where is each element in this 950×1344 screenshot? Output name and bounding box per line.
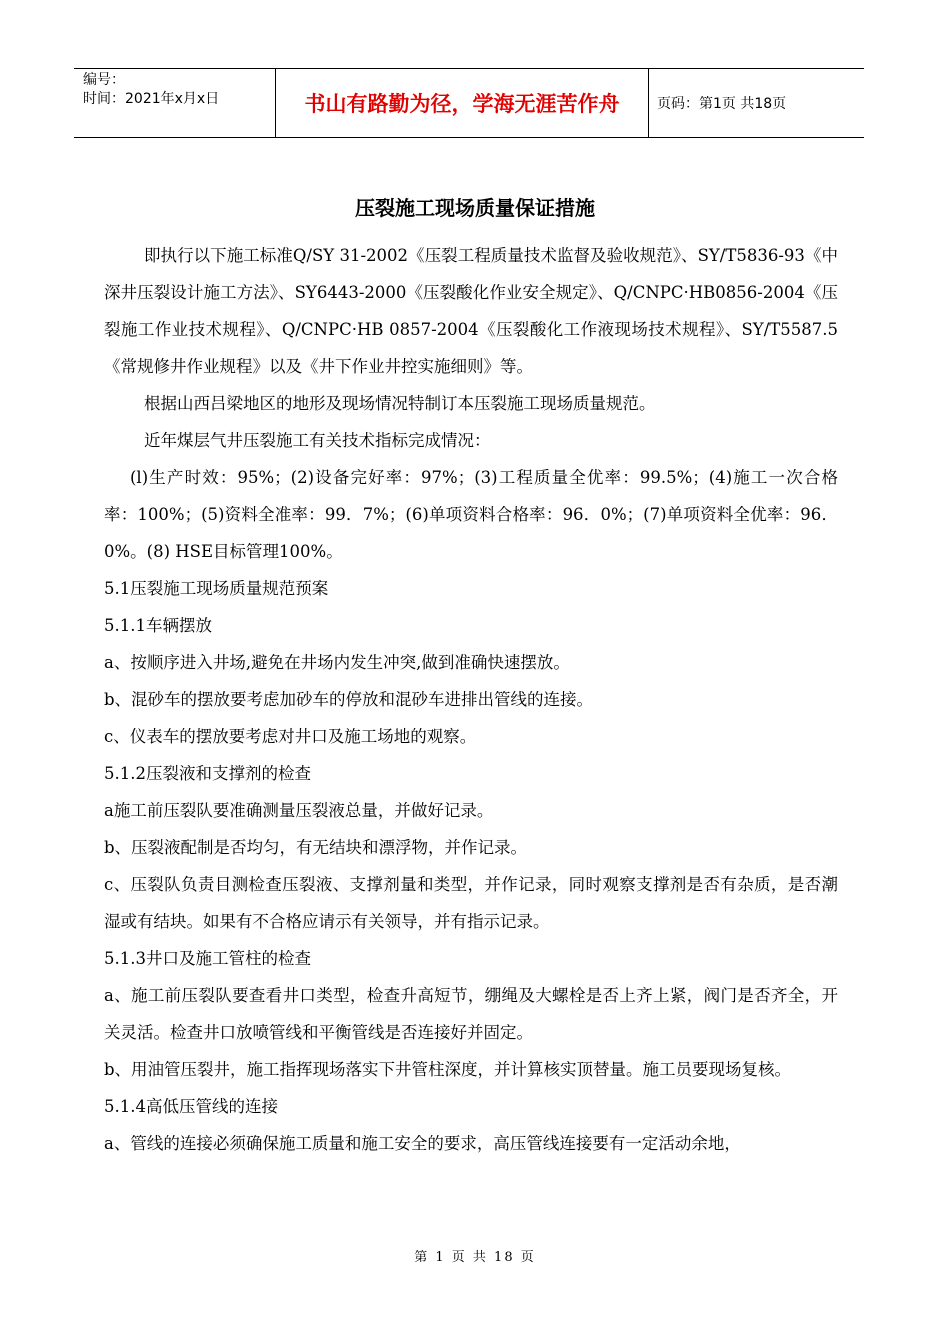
list-item: c、仪表车的摆放要考虑对井口及施工场地的观察。 bbox=[104, 727, 477, 746]
subsection-heading: 5.1.4高低压管线的连接 bbox=[104, 1097, 278, 1116]
header-motto: 书山有路勤为径，学海无涯苦作舟 bbox=[275, 69, 649, 137]
paragraph-standards: 即执行以下施工标准Q/SY 31-2002《压裂工程质量技术监督及验收规范》、SY/T5836-93《中深井压裂设计施工方法》、SY6443-2000《压裂酸化作业安全规定》、Q/CNPC·HB0856-2004《压裂施工作业技术规程》、Q/CNPC·HB 0857-2004《压裂酸化工作液现场技术规程》、SY/T5587.5《常规修井作业规程》以及《井下作业井控实施细则》等。 bbox=[104, 246, 838, 376]
subsection-heading: 5.1.2压裂液和支撑剂的检查 bbox=[104, 764, 311, 783]
document-title: 压裂施工现场质量保证措施 bbox=[355, 196, 595, 220]
paragraph-indicators: (l)生产时效：95%；(2)设备完好率：97%；(3)工程质量全优率：99.5%；(4)施工一次合格率：100%；(5)资料全准率：99．7%；(6)单项资料合格率：96．0%；(7)单项资料全优率：96．0%。(8) HSE目标管理100%。 bbox=[104, 468, 838, 561]
header-meta bbox=[74, 69, 275, 137]
time-label: 时间：2021年x月x日 bbox=[83, 91, 220, 107]
section-heading: 5.1压裂施工现场质量规范预案 bbox=[104, 579, 329, 598]
paragraph-indicators-intro: 近年煤层气井压裂施工有关技术指标完成情况： bbox=[144, 431, 491, 450]
paragraph-purpose: 根据山西吕梁地区的地形及现场情况特制订本压裂施工现场质量规范。 bbox=[144, 394, 656, 413]
list-item: b、用油管压裂井，施工指挥现场落实下井管柱深度，并计算核实顶替量。施工员要现场复核。 bbox=[104, 1060, 792, 1079]
header-page-number: 页码：第1页 共18页 bbox=[657, 96, 787, 112]
page-footer: 第 1 页 共 18 页 bbox=[414, 1250, 536, 1265]
list-item: a、按顺序进入井场,避免在井场内发生冲突,做到准确快速摆放。 bbox=[104, 653, 570, 672]
subsection-heading: 5.1.1车辆摆放 bbox=[104, 616, 212, 635]
list-item: b、混砂车的摆放要考虑加砂车的停放和混砂车进排出管线的连接。 bbox=[104, 690, 594, 709]
document-body bbox=[104, 237, 838, 1162]
subsection-heading: 5.1.3井口及施工管柱的检查 bbox=[104, 949, 311, 968]
number-label: 编号： bbox=[83, 72, 125, 88]
list-item: c、压裂队负责目测检查压裂液、支撑剂量和类型，并作记录，同时观察支撑剂是否有杂质，是否潮湿或有结块。如果有不合格应请示有关领导，并有指示记录。 bbox=[104, 875, 838, 931]
list-item: a、管线的连接必须确保施工质量和施工安全的要求，高压管线连接要有一定活动余地， bbox=[104, 1134, 741, 1153]
list-item: a施工前压裂队要准确测量压裂液总量，并做好记录。 bbox=[104, 801, 494, 820]
list-item: b、压裂液配制是否均匀，有无结块和漂浮物，并作记录。 bbox=[104, 838, 528, 857]
document-header bbox=[74, 68, 864, 138]
list-item: a、施工前压裂队要查看井口类型，检查升高短节，绷绳及大螺栓是否上齐上紧，阀门是否齐全，开关灵活。检查井口放喷管线和平衡管线是否连接好并固定。 bbox=[104, 986, 838, 1042]
